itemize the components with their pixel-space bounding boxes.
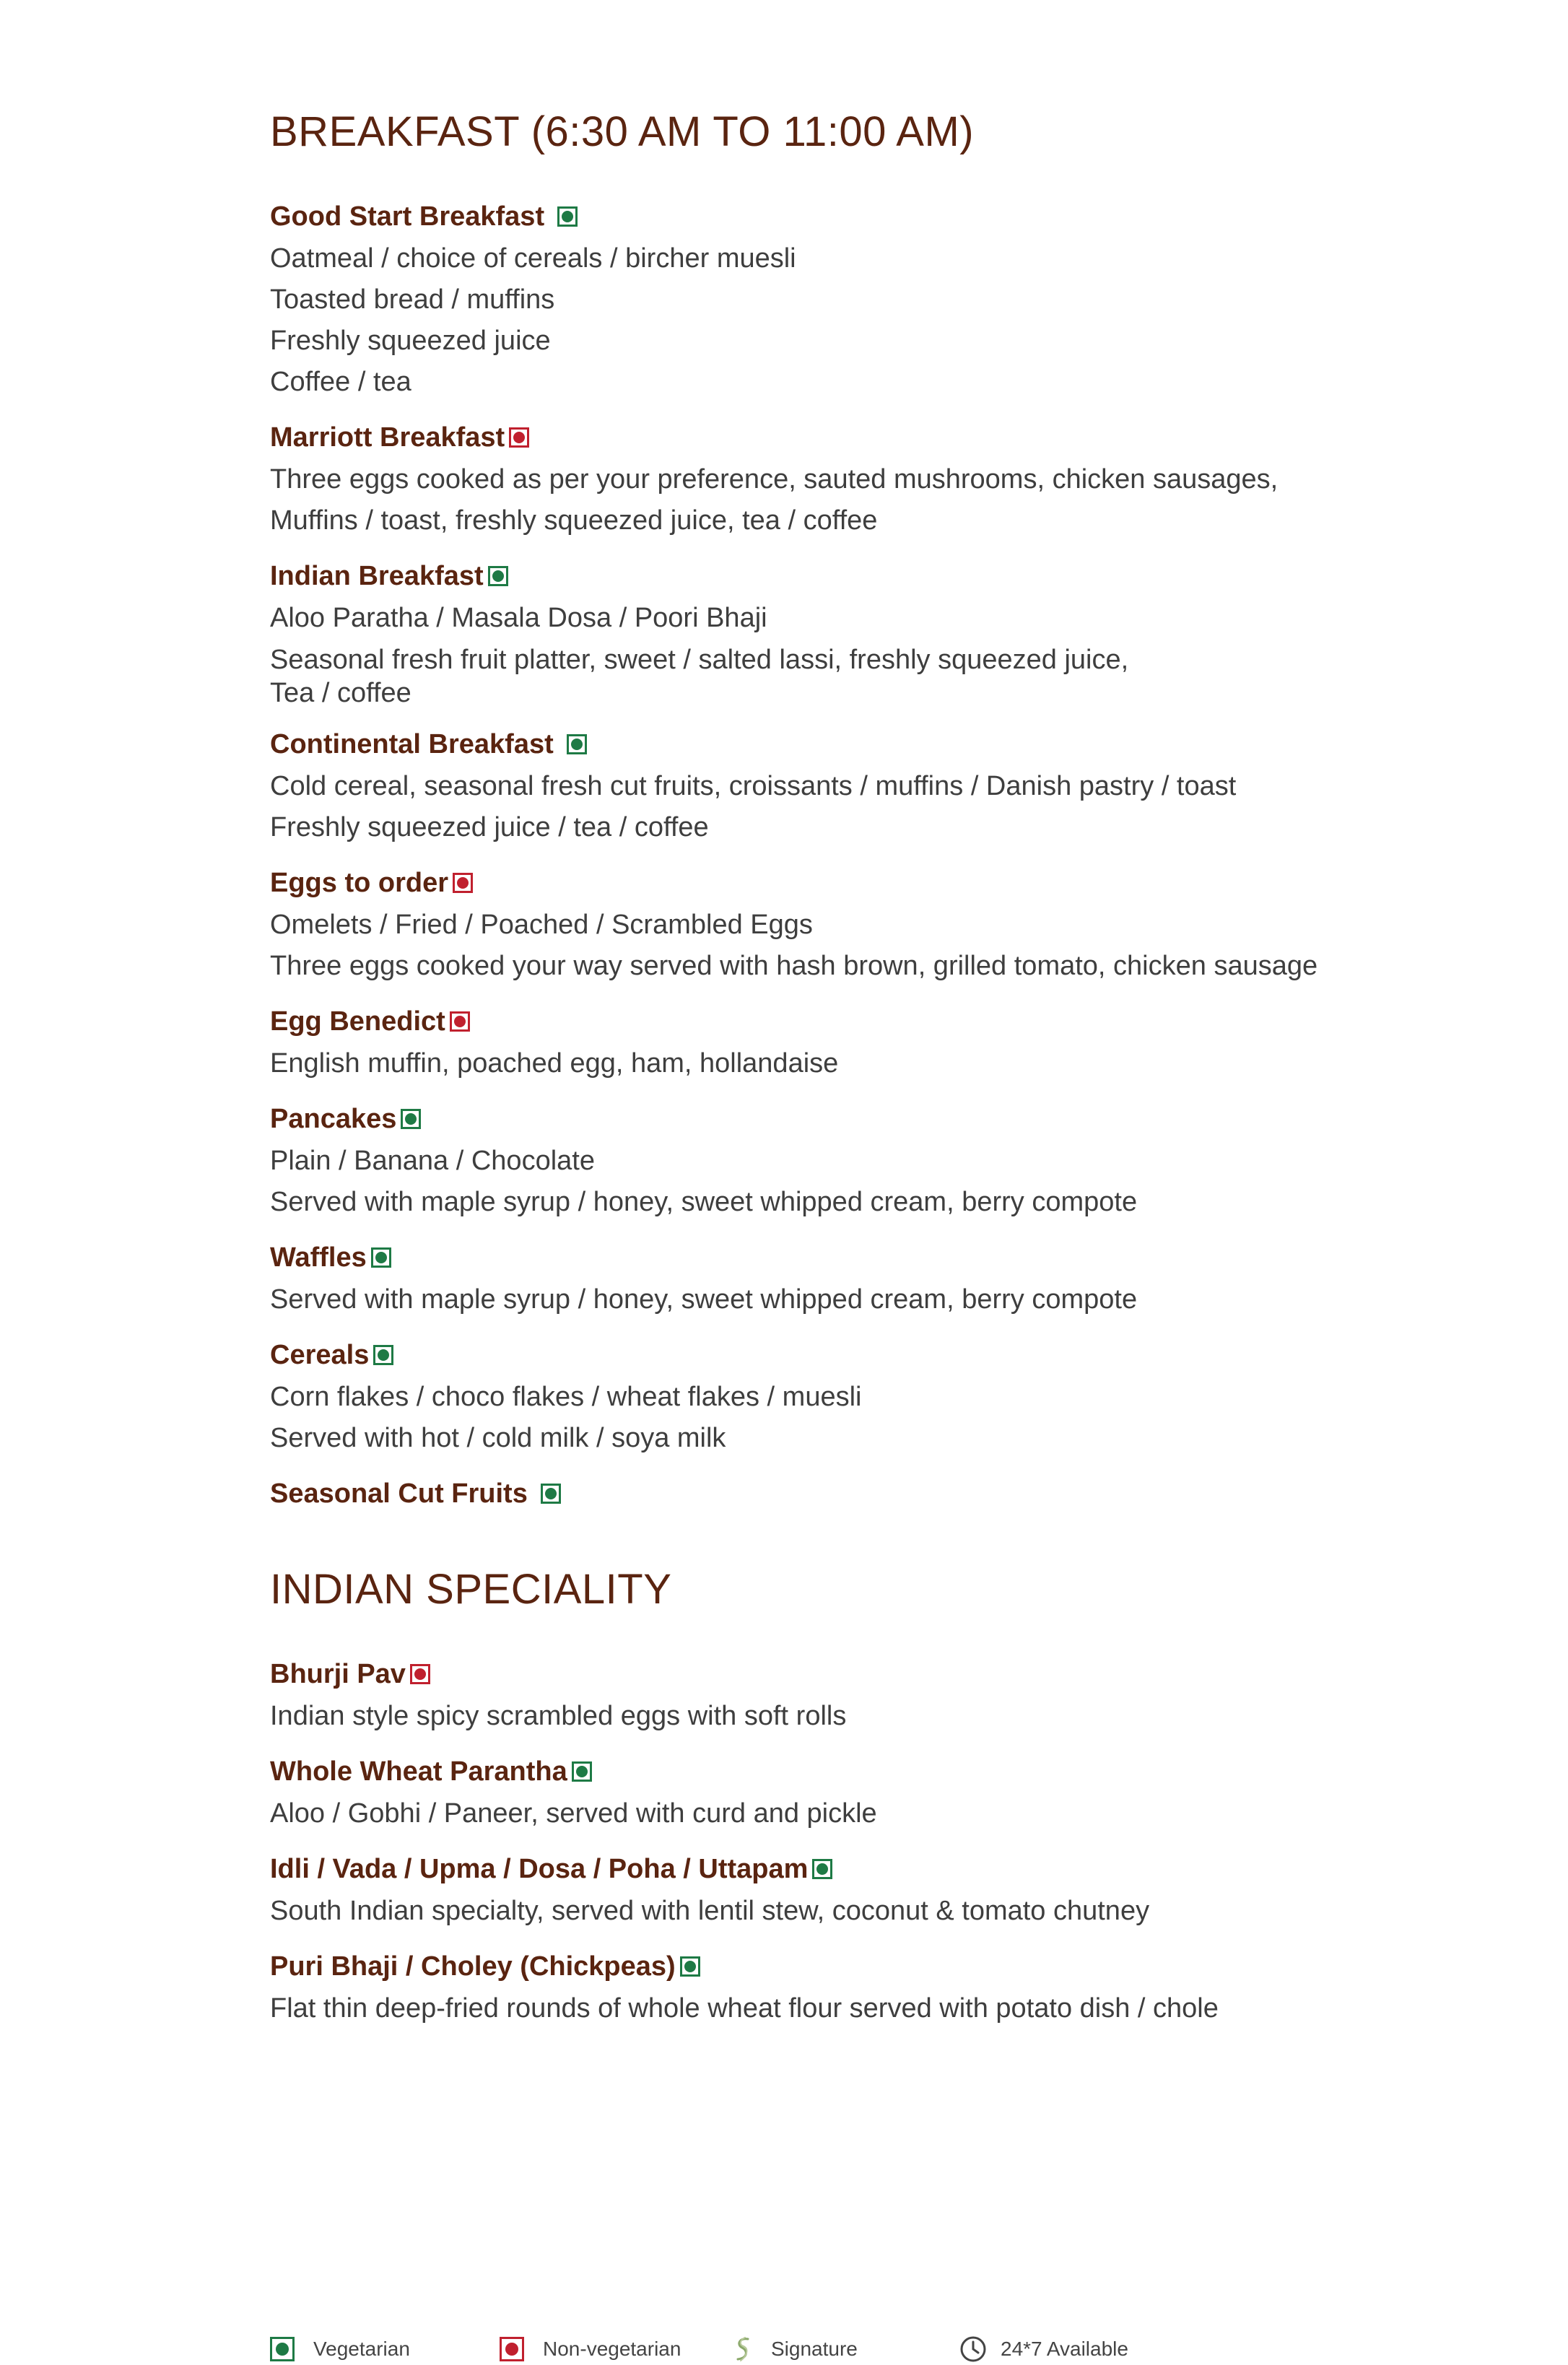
item-name: Idli / Vada / Upma / Dosa / Poha / Uttapam (270, 1853, 809, 1884)
menu-item-marriott-breakfast (270, 416, 1497, 541)
item-name: Indian Breakfast (270, 560, 484, 591)
legend (270, 2333, 1128, 2365)
item-name: Good Start Breakfast (270, 201, 545, 232)
non-vegetarian-icon (453, 873, 473, 893)
menu-item-puri-bhaji (270, 1945, 1497, 2029)
item-description: Toasted bread / muffins (270, 284, 555, 315)
item-name: Waffles (270, 1242, 367, 1273)
menu-item-south-indian (270, 1847, 1497, 1932)
item-description: Indian style spicy scrambled eggs with soft rolls (270, 1701, 847, 1731)
signature-icon (729, 2335, 758, 2364)
item-description: Coffee / tea (270, 367, 411, 397)
item-name: Bhurji Pav (270, 1658, 406, 1689)
non-vegetarian-icon (500, 2337, 524, 2361)
menu-item-cereals (270, 1333, 1497, 1459)
item-description: Corn flakes / choco flakes / wheat flakes / muesli (270, 1382, 862, 1412)
item-name: Cereals (270, 1339, 370, 1370)
vegetarian-icon (401, 1109, 421, 1129)
legend-label: Vegetarian (313, 2338, 410, 2360)
legend-vegetarian (270, 2337, 500, 2361)
menu-item-pancakes (270, 1097, 1497, 1223)
item-description: Cold cereal, seasonal fresh cut fruits, croissants / muffins / Danish pastry / toast (270, 771, 1237, 801)
item-name: Marriott Breakfast (270, 422, 505, 453)
item-description: Served with maple syrup / honey, sweet whipped cream, berry compote (270, 1187, 1138, 1217)
item-description: Served with maple syrup / honey, sweet whipped cream, berry compote (270, 1284, 1138, 1315)
legend-available (959, 2335, 1128, 2364)
item-description: Flat thin deep-fried rounds of whole wheat flour served with potato dish / chole (270, 1993, 1219, 2024)
item-description: Muffins / toast, freshly squeezed juice, tea / coffee (270, 505, 878, 536)
vegetarian-icon (541, 1484, 561, 1504)
item-description: Freshly squeezed juice (270, 326, 551, 356)
item-description: Aloo / Gobhi / Paneer, served with curd and pickle (270, 1798, 877, 1829)
item-name: Puri Bhaji / Choley (Chickpeas) (270, 1951, 676, 1982)
menu-item-indian-breakfast (270, 554, 1497, 710)
item-description: English muffin, poached egg, ham, hollandaise (270, 1048, 839, 1079)
item-name: Seasonal Cut Fruits (270, 1478, 528, 1509)
item-name: Whole Wheat Parantha (270, 1756, 567, 1787)
item-description: Oatmeal / choice of cereals / bircher muesli (270, 243, 796, 274)
vegetarian-icon (270, 2337, 295, 2361)
menu-item-good-start-breakfast (270, 195, 1497, 403)
vegetarian-icon (680, 1956, 700, 1977)
item-name: Egg Benedict (270, 1006, 445, 1037)
menu-item-eggs-to-order (270, 861, 1497, 987)
menu-item-waffles (270, 1236, 1497, 1320)
legend-non-vegetarian (500, 2337, 729, 2361)
menu-item-whole-wheat-parantha (270, 1750, 1497, 1834)
section-title-breakfast: BREAKFAST (6:30 AM TO 11:00 AM) (270, 108, 975, 155)
item-description: Three eggs cooked as per your preference, sauted mushrooms, chicken sausages, (270, 464, 1279, 495)
section-title-indian-speciality: INDIAN SPECIALITY (270, 1566, 672, 1613)
item-description: Plain / Banana / Chocolate (270, 1146, 595, 1176)
item-description: Omelets / Fried / Poached / Scrambled Eggs (270, 910, 813, 940)
vegetarian-icon (557, 206, 578, 227)
menu-item-bhurji-pav (270, 1652, 1497, 1737)
legend-signature (729, 2335, 959, 2364)
item-description: Three eggs cooked your way served with hash brown, grilled tomato, chicken sausage (270, 951, 1318, 981)
item-name: Continental Breakfast (270, 728, 554, 759)
menu-item-seasonal-cut-fruits (270, 1472, 1497, 1515)
legend-label: Non-vegetarian (543, 2338, 681, 2360)
item-name: Eggs to order (270, 867, 449, 898)
non-vegetarian-icon (450, 1011, 470, 1032)
legend-label: 24*7 Available (1001, 2338, 1128, 2360)
vegetarian-icon (572, 1761, 592, 1782)
non-vegetarian-icon (410, 1664, 430, 1684)
item-description: South Indian specialty, served with lentil stew, coconut & tomato chutney (270, 1896, 1150, 1926)
vegetarian-icon (371, 1247, 391, 1268)
item-description: Freshly squeezed juice / tea / coffee (270, 812, 709, 842)
item-description: Aloo Paratha / Masala Dosa / Poori Bhaji (270, 603, 767, 633)
vegetarian-icon (488, 566, 508, 586)
clock-icon (959, 2335, 988, 2364)
item-description: Served with hot / cold milk / soya milk (270, 1423, 726, 1453)
vegetarian-icon (567, 734, 587, 754)
vegetarian-icon (373, 1345, 393, 1365)
item-name: Pancakes (270, 1103, 397, 1134)
item-description: Tea / coffee (270, 678, 411, 708)
vegetarian-icon (812, 1859, 832, 1879)
legend-label: Signature (771, 2338, 858, 2360)
non-vegetarian-icon (509, 427, 529, 448)
item-description: Seasonal fresh fruit platter, sweet / salted lassi, freshly squeezed juice, (270, 645, 1129, 675)
menu-item-continental-breakfast (270, 723, 1497, 848)
menu-page (270, 0, 1497, 2042)
menu-item-egg-benedict (270, 1000, 1497, 1084)
